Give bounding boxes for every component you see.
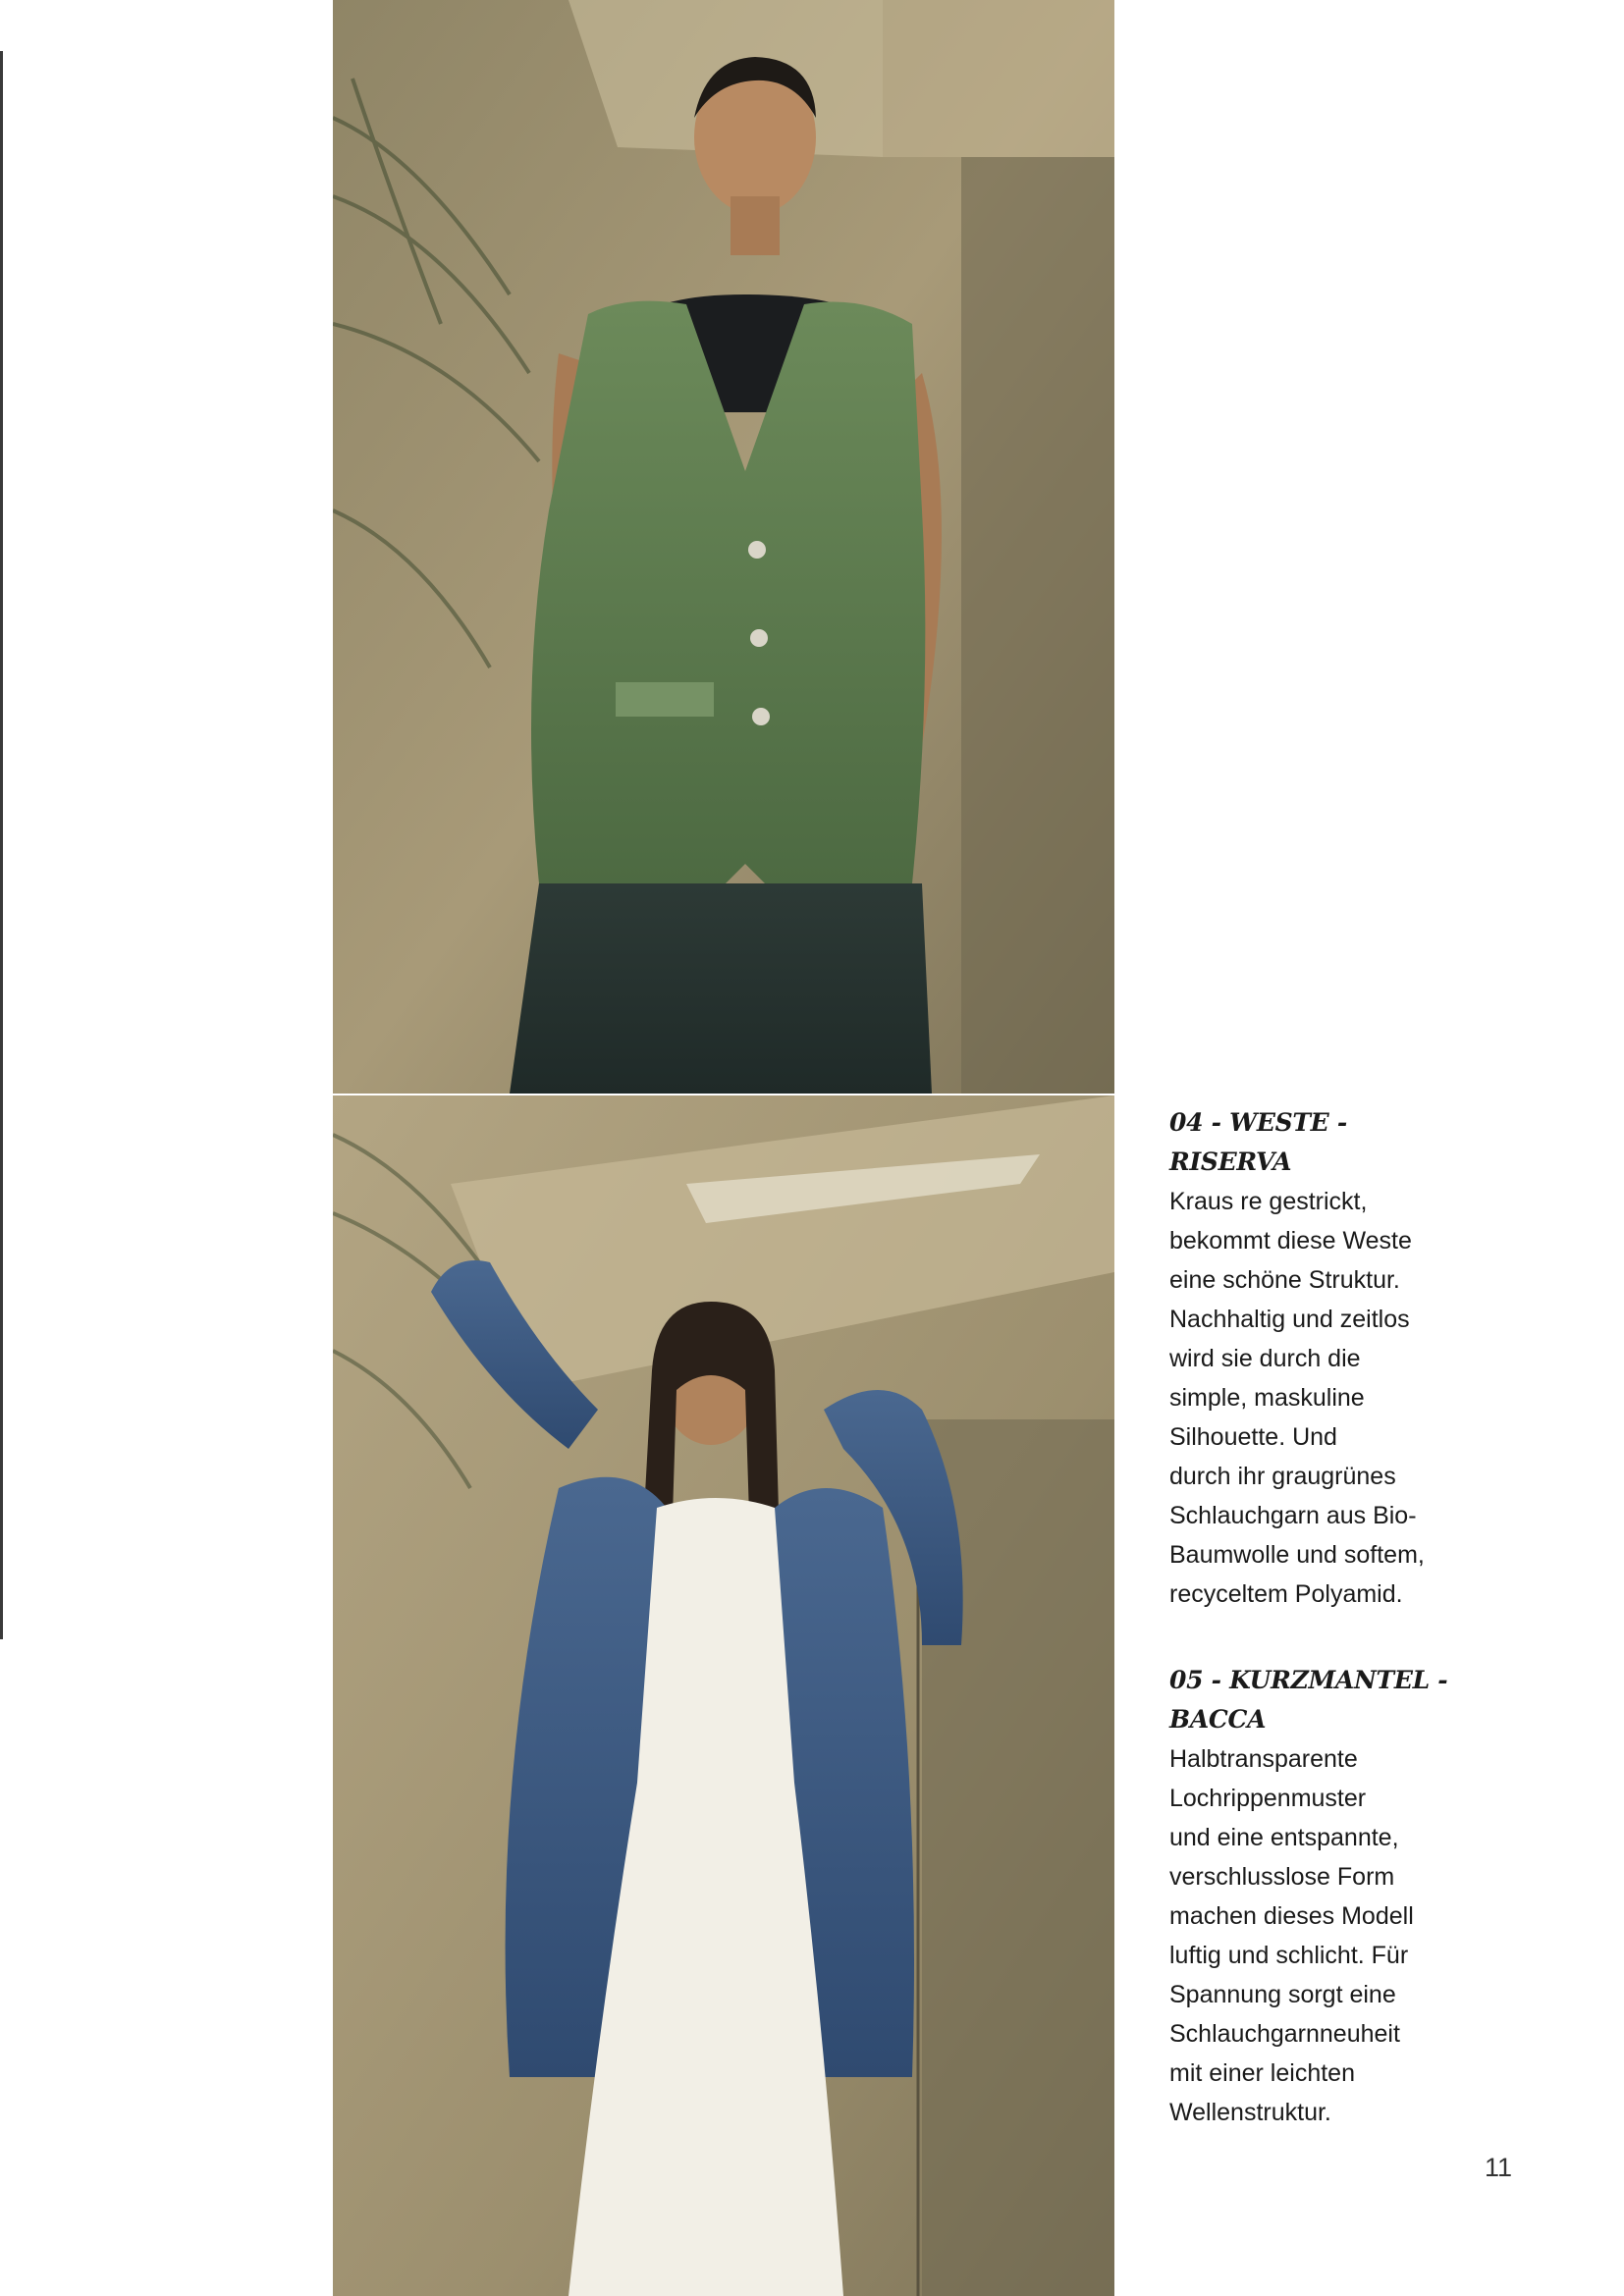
item-title-line: RISERVA [1169,1148,1292,1176]
item-title [1169,1103,1493,1182]
description-line: mit einer leichten [1169,2059,1355,2087]
description-line: simple, maskuline [1169,1384,1365,1412]
description-line: Wellenstruktur. [1169,2099,1331,2126]
item-title-line: 05 - KURZMANTEL - [1169,1666,1448,1694]
page-edge-rule [0,51,3,1639]
description-line: und eine entspannte, [1169,1824,1399,1851]
description-line: Spannung sorgt eine [1169,1981,1396,2008]
description-line: Halbtransparente [1169,1745,1358,1773]
description-line: Nachhaltig und zeitlos [1169,1306,1410,1333]
page-number: 11 [1485,2153,1513,2182]
photo-blue-coat [333,1095,1114,2296]
description-line: verschlusslose Form [1169,1863,1395,1891]
item-riserva [1169,1103,1493,1614]
description-line: machen dieses Modell [1169,1902,1414,1930]
item-title-line: BACCA [1169,1705,1267,1734]
item-title [1169,1661,1493,1739]
item-bacca [1169,1661,1493,2132]
woman-blue-coat-icon [333,1095,1114,2296]
description-line: bekommt diese Weste [1169,1227,1412,1255]
description-line: luftig und schlicht. Für [1169,1942,1409,1969]
item-description [1169,1182,1493,1614]
description-line: Silhouette. Und [1169,1423,1337,1451]
photo-green-vest [333,0,1114,1094]
description-line: wird sie durch die [1169,1345,1361,1372]
description-line: Kraus re gestrickt, [1169,1188,1368,1215]
description-line: eine schöne Struktur. [1169,1266,1400,1294]
description-line: Schlauchgarnneuheit [1169,2020,1400,2048]
description-line: Schlauchgarn aus Bio- [1169,1502,1417,1529]
description-line: durch ihr graugrünes [1169,1463,1396,1490]
item-title-line: 04 - WESTE - [1169,1108,1347,1137]
description-line: recyceltem Polyamid. [1169,1580,1403,1608]
woman-green-vest-icon [333,0,1114,1094]
description-line: Baumwolle und softem, [1169,1541,1425,1569]
description-line: Lochrippenmuster [1169,1785,1367,1812]
item-description [1169,1739,1493,2132]
